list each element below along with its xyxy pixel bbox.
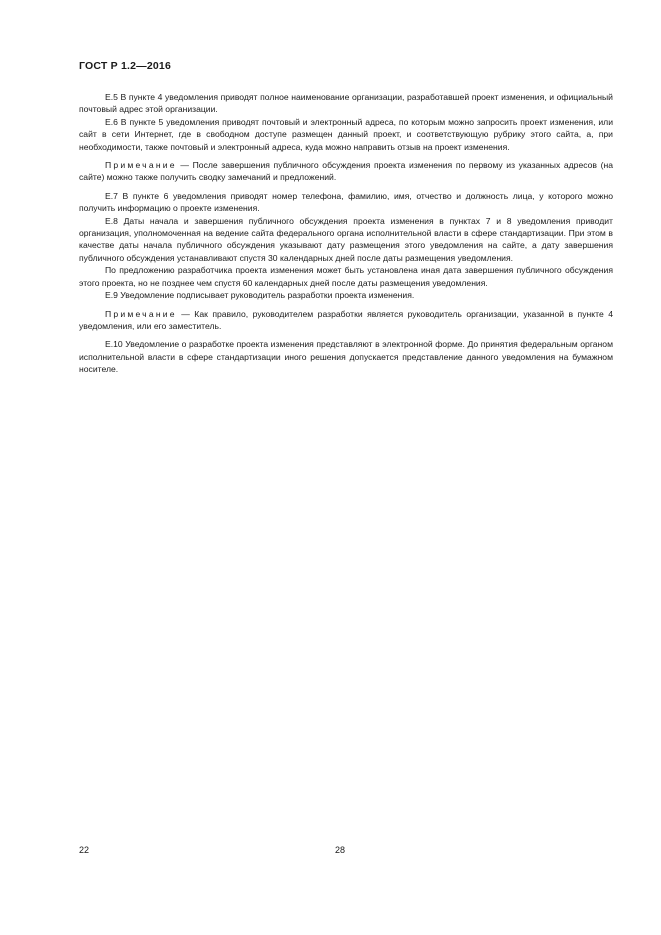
note-text: — После завершения публичного обсуждения проекта изменения по первому из указанных адресов (на сайте) можно также получить сводку замечаний и предложений.: [79, 160, 613, 183]
paragraph-e8: Е.8 Даты начала и завершения публичного обсуждения проекта изменения в пунктах 7 и 8 уведомления приводит организация, уполномоченная на ведение сайта федерального органа исполнительной власти в сфере стандартизации. При этом в качестве даты начала публичного обсуждения указывают дату размещения этого уведомления на сайте, а дату завершения публичного обсуждения устанавливают спустя 30 календарных дней после даты размещения уведомления.: [79, 215, 613, 263]
document-body: [79, 91, 613, 376]
paragraph-e7: Е.7 В пункте 6 уведомления приводят номер телефона, фамилию, имя, отчество и должность лица, у которого можно получить информацию о проекте изменения.: [79, 190, 613, 214]
note-label: Примечание: [105, 308, 177, 319]
paragraph-e9: Е.9 Уведомление подписывает руководитель разработки проекта изменения.: [105, 290, 415, 301]
document-header: ГОСТ Р 1.2—2016: [79, 60, 172, 72]
note-e6: [79, 159, 613, 184]
paragraph-e5: Е.5 В пункте 4 уведомления приводят полное наименование организации, разработавшей проект изменения, и официальный почтовый адрес этой организации.: [79, 92, 613, 115]
page-number-left: 22: [79, 845, 90, 855]
note-text: — Как правило, руководителем разработки является руководитель организации, указанной в пункте 4 уведомления, или его заместитель.: [79, 308, 613, 331]
paragraph-e10: Е.10 Уведомление о разработке проекта изменения представляют в электронной форме. До принятия федеральным органом исполнительной власти в сфере стандартизации иного решения допускается представление данного уведомления на бумажном носителе.: [79, 339, 613, 375]
page-number-center: 28: [335, 845, 346, 855]
paragraph-e6: Е.6 В пункте 5 уведомления приводят почтовый и электронный адреса, по которым можно запросить проект изменения, или сайт в сети Интернет, где в свободном доступе размещен данный проект, и соответствующую рубрику этого сайта, а, при необходимости, также почтовый и электронный адреса, куда можно направить отзыв на проект изменения.: [79, 116, 613, 152]
note-label: Примечание: [105, 160, 177, 171]
paragraph-e8-extra: По предложению разработчика проекта изменения может быть установлена иная дата завершения публичного обсуждения этого проекта, но не позднее чем спустя 60 календарных дней после даты размещения уведомления.: [79, 265, 613, 288]
note-e9: [79, 308, 613, 333]
